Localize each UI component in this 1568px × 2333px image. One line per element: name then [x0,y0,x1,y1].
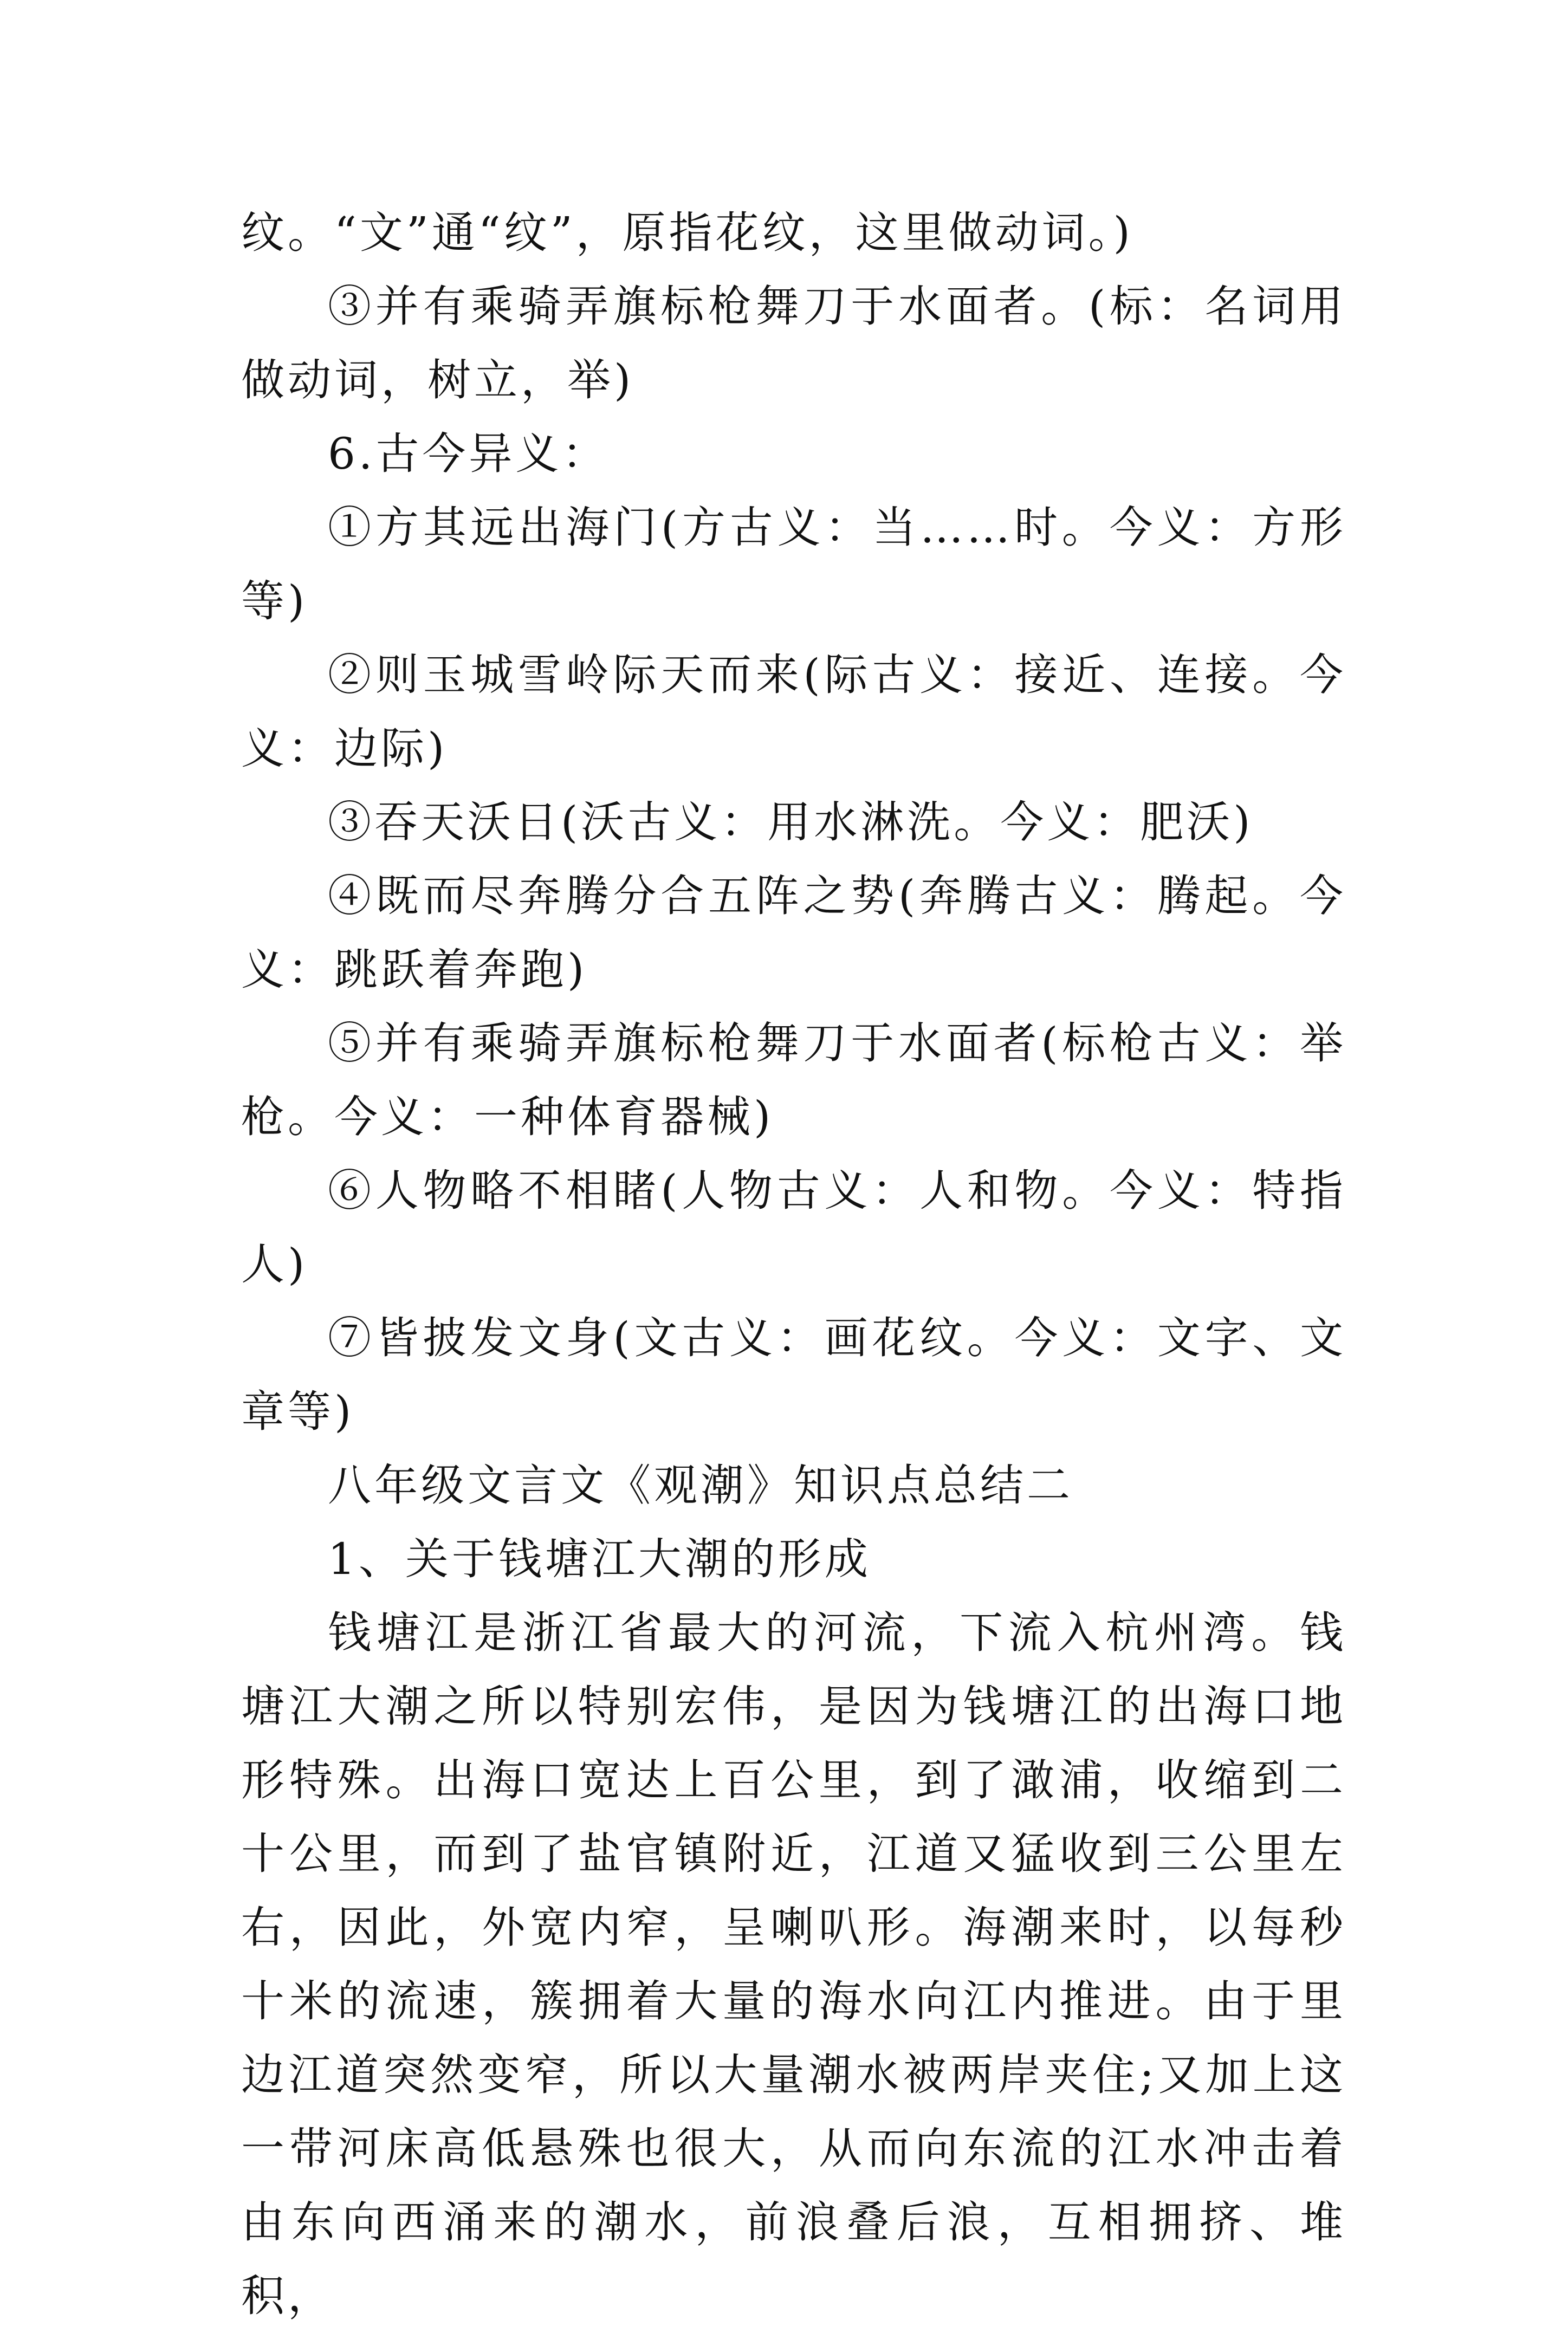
list-item-4: ④既而尽奔腾分合五阵之势(奔腾古义：腾起。今义：跳跃着奔跑) [241,871,1346,995]
subsection-heading-tide-formation: 1、关于钱塘江大潮的形成 [328,1534,871,1584]
paragraph-tide-formation: 钱塘江是浙江省最大的河流，下流入杭州湾。钱塘江大潮之所以特别宏伟，是因为钱塘江的出海口地形特殊。出海口宽达上百公里，到了澉浦，收缩到二十公里，而到了盐官镇附近，江道又猛收到三公里左右，因此，外宽内窄，呈喇叭形。海潮来时，以每秒十米的流速，簇拥着大量的海水向江内推进。由于里边江道突然变窄，所以大量潮水被两岸夹住;又加上这一带河床高低悬殊也很大，从而向东流的江水冲击着由东向西涌来的潮水，前浪叠后浪，互相拥挤、堆积， [241,1608,1346,2321]
paragraph-example-biao: ③并有乘骑弄旗标枪舞刀于水面者。(标：名词用做动词，树立，举) [241,281,1346,405]
document-body [241,196,1346,2333]
list-item-5: ⑤并有乘骑弄旗标枪舞刀于水面者(标枪古义：举枪。今义：一种体育器械) [241,1018,1346,1142]
list-item-2: ②则玉城雪岭际天而来(际古义：接近、连接。今义：边际) [241,650,1346,774]
section-heading-gujin-yiyi: 6.古今异义： [328,429,609,479]
list-item-7: ⑦皆披发文身(文古义：画花纹。今义：文字、文章等) [241,1313,1346,1437]
list-item-3: ③吞天沃日(沃古义：用水淋洗。今义：肥沃) [328,797,1254,847]
section-title-summary-two: 八年级文言文《观潮》知识点总结二 [328,1460,1073,1511]
paragraph-continuation: 纹。“文”通“纹”，原指花纹，这里做动词。) [241,208,1133,258]
list-item-1: ①方其远出海门(方古义：当……时。今义：方形等) [241,502,1346,626]
list-item-6: ⑥人物略不相睹(人物古义：人和物。今义：特指人) [241,1165,1346,1289]
